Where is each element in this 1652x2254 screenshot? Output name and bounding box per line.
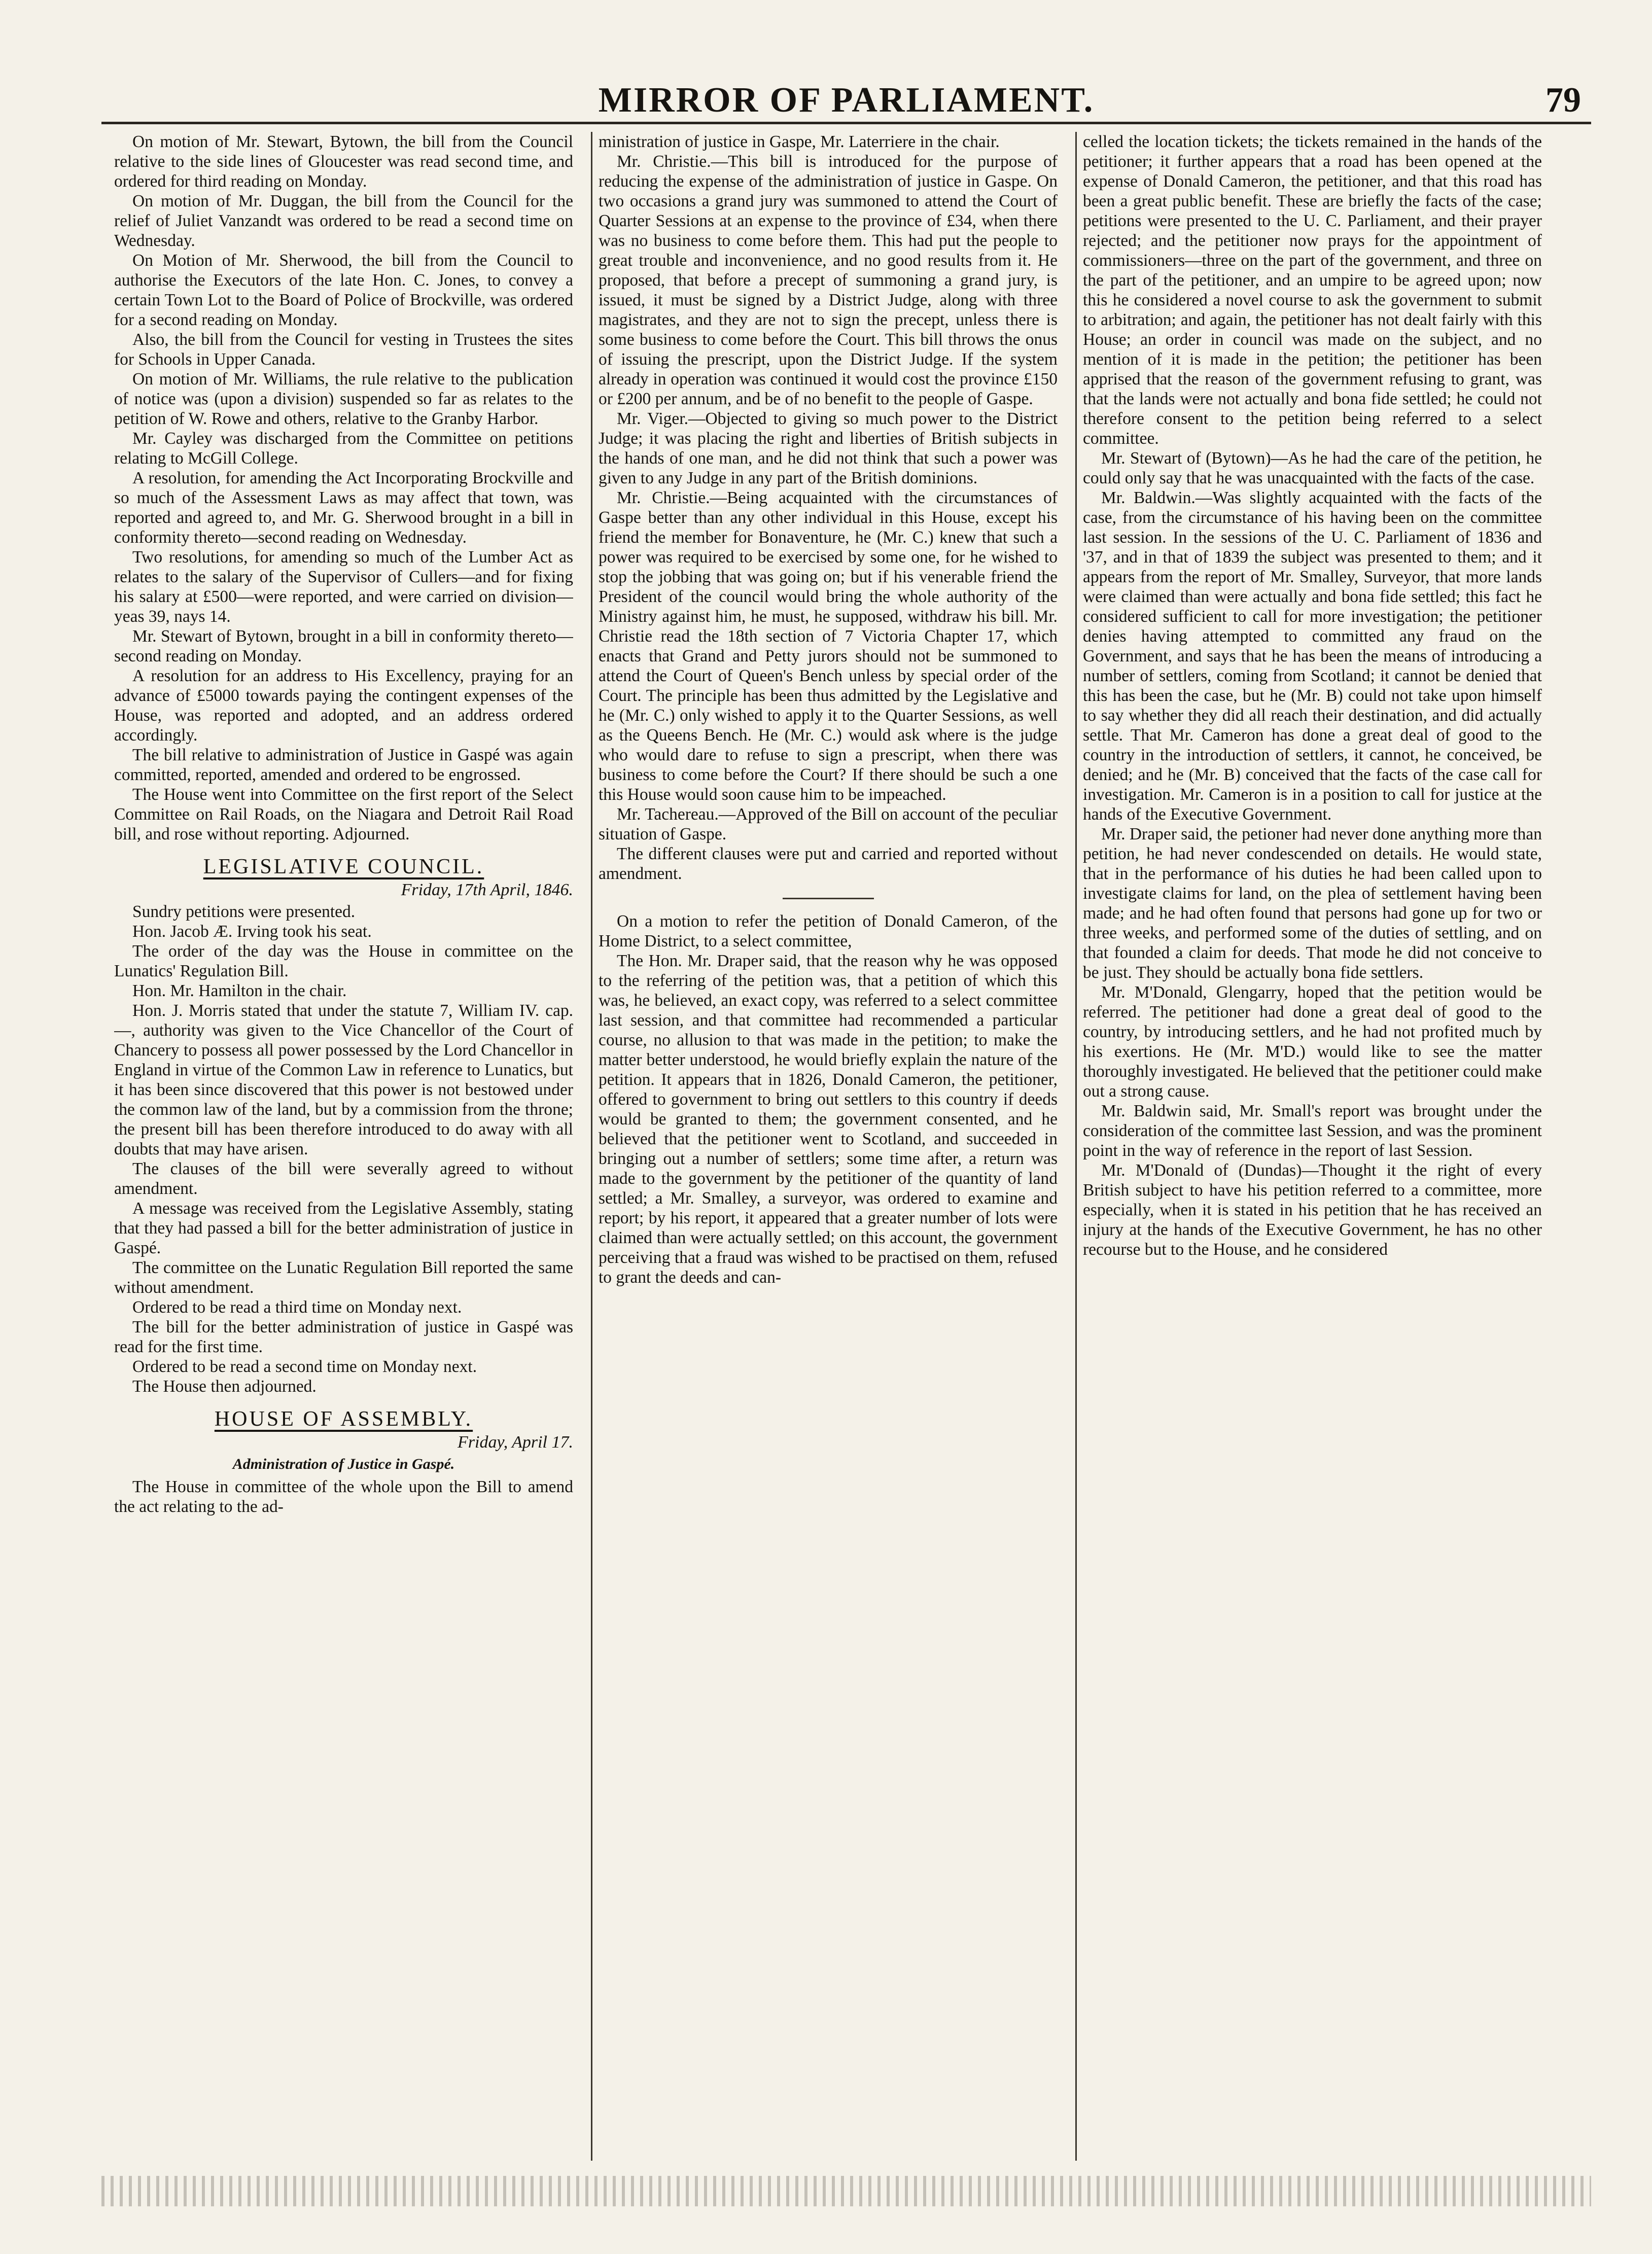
paragraph: The Hon. Mr. Draper said, that the reason why he was opposed to the referring of the petition was, that a petition of which this was, he believed, an exact copy, was referred to a select committee last session, and that committee had recommended a particular course, no allusion to that was made in the petition; to make the matter better understood, he would briefly explain the nature of the petition. It appears that in 1826, Donald Cameron, the petitioner, offered to government to bring out settlers to this country if deeds would be granted to them; the government consented, and he believed that the petitioner went to Scotland, and succeeded in bringing out a number of settlers; some time after, a return was made to the government by the petitioner of the quantity of land settled; a Mr. Smalley, a surveyor, was ordered to examine and report; by his report, it appeared that a greater number of lots were claimed than were actually settled; on this account, the government perceiving that a fraud was wished to be practised on them, refused to grant the deeds and can- (599, 952, 1058, 1287)
section-heading: LEGISLATIVE COUNCIL. (203, 855, 484, 878)
subheading: Administration of Justice in Gaspé. (232, 1456, 455, 1472)
section-heading: HOUSE OF ASSEMBLY. (214, 1407, 473, 1431)
paragraph: Mr. Tachereau.—Approved of the Bill on account of the peculiar situation of Gaspe. (599, 805, 1058, 843)
paragraph: The bill for the better administration of justice in Gaspé was read for the first time. (114, 1318, 573, 1356)
column-right (1075, 132, 1542, 2161)
paragraph: Mr. Viger.—Objected to giving so much power to the District Judge; it was placing the right and liberties of British subjects in the hands of one man, and he did not think that such a power was given to any Judge in any part of the British dominions. (599, 409, 1058, 487)
paragraph: Mr. Stewart of Bytown, brought in a bill in conformity thereto—second reading on Monday. (114, 627, 573, 665)
dateline: Friday, 17th April, 1846. (401, 881, 573, 899)
paragraph: Hon. J. Morris stated that under the statute 7, William IV. cap. —, authority was given to the Vice Chancellor of the Court of Chancery to possess all power possessed by the Lord Chancellor in England in virtue of the Common Law in reference to Lunatics, but it has been since discovered that this power is not bestowed under the common law of the land, but by a commission from the throne; the present bill has been therefore introduced to do away with all doubts that may have arisen. (114, 1001, 573, 1158)
paragraph: On Motion of Mr. Sherwood, the bill from the Council to authorise the Executors of the late Hon. C. Jones, to convey a certain Town Lot to the Board of Police of Brockville, was ordered for a second reading on Monday. (114, 251, 573, 329)
paragraph: Mr. Baldwin said, Mr. Small's report was brought under the consideration of the committee last Session, and was the prominent point in the way of reference in the report of last Session. (1083, 1102, 1542, 1160)
paragraph: The bill relative to administration of Justice in Gaspé was again committed, reported, amended and ordered to be engrossed. (114, 746, 573, 784)
paragraph: Mr. Cayley was discharged from the Committee on petitions relating to McGill College. (114, 429, 573, 468)
paragraph: Mr. M'Donald, Glengarry, hoped that the petition would be referred. The petitioner had done a great deal of good to the country, by introducing settlers, and he had not profited much by his exertions. He (Mr. M'D.) would like to see the matter thoroughly investigated. He believed that the petitioner could make out a strong cause. (1083, 983, 1542, 1101)
bleed-through-text (101, 2176, 1591, 2206)
column-middle (591, 132, 1058, 2161)
paragraph: The House in committee of the whole upon the Bill to amend the act relating to the ad- (114, 1477, 573, 1516)
paragraph: The different clauses were put and carried and reported without amendment. (599, 844, 1058, 883)
paragraph: Mr. Draper said, the petioner had never done anything more than petition, he had never condescended on details. He would state, that in the performance of his duties he had been called upon to investigate claims for land, on the plea of settlement having been made; and he had often found that persons had gone up for two or three weeks, and performed some of the duties of settling, and on that founded a claim for deeds. That mode he did not conceive to be just. They should be actually bona fide settlers. (1083, 825, 1542, 982)
paragraph: A resolution for an address to His Excellency, praying for an advance of £5000 towards paying the contingent expenses of the House, was reported and adopted, and an address ordered accordingly. (114, 666, 573, 745)
dateline: Friday, April 17. (458, 1433, 573, 1452)
paragraph: On a motion to refer the petition of Donald Cameron, of the Home District, to a select committee, (599, 912, 1058, 950)
column-left (114, 132, 573, 2161)
paragraph: A resolution, for amending the Act Incorporating Brockville and so much of the Assessment Laws as may affect that town, was reported and agreed to, and Mr. G. Sherwood brought in a bill in conformity thereto—second reading on Wednesday. (114, 469, 573, 547)
page-title: MIRROR OF PARLIAMENT. (598, 81, 1095, 120)
paragraph: The committee on the Lunatic Regulation Bill reported the same without amendment. (114, 1258, 573, 1297)
paragraph: Ordered to be read a third time on Monday next. (132, 1298, 462, 1317)
paragraph: Mr. M'Donald of (Dundas)—Thought it the right of every British subject to have his petition referred to a committee, more especially, when it is stated in his petition that he has received an injury at the hands of the Executive Government, he has no other recourse but to the House, and he considered (1083, 1161, 1542, 1259)
paragraph: Mr. Baldwin.—Was slightly acquainted with the facts of the case, from the circumstance of his having been on the committee last session. In the sessions of the U. C. Parliament of 1836 and '37, and in that of 1839 the subject was presented to them; and it appears from the report of Mr. Smalley, Surveyor, that more lands were claimed than were actually and bona fide settled; this fact he considered sufficient to call for more investigation; the petitioner denies having attempted to committed any fraud on the Government, and says that he has been the means of introducing a number of settlers, coming from Scotland; it cannot be denied that this has been the case, but he (Mr. B) could not take upon himself to say whether they did all reach their destination, and did actually settle. That Mr. Cameron has done a great deal of good to the country in the introduction of settlers, it cannot, he conceived, be denied; and he (Mr. B) conceived that the facts of the case call for investigation. Mr. Cameron is in a position to call for justice at the hands of the Executive Government. (1083, 488, 1542, 824)
paragraph: Sundry petitions were presented. (132, 902, 356, 921)
paragraph: celled the location tickets; the tickets remained in the hands of the petitioner; it further appears that a road has been opened at the expense of Donald Cameron, the petitioner, and that this road has been a great public benefit. These are briefly the facts of the case; petitions were presented to the U. C. Parliament, and their prayer rejected; and the petitioner now prays for the appointment of commissioners—three on the part of the government, and three on the part of the petitioner, and an umpire to be agreed upon; now this he considered a novel course to ask the government to submit to arbitration; and again, the petitioner has not dealt fairly with this House; an order in council was made on the subject, and no mention of it is made in the petition; the petitioner has been apprised that the reason of the government refusing to grant, was that the lands were not actually and bona fide settled; he could not therefore consent to the petition being referred to a select committee. (1083, 132, 1542, 448)
page-header (101, 76, 1591, 124)
paragraph: The House went into Committee on the first report of the Select Committee on Rail Roads, on the Niagara and Detroit Rail Road bill, and rose without reporting. Adjourned. (114, 785, 573, 843)
paragraph: Mr. Christie.—This bill is introduced for the purpose of reducing the expense of the administration of justice in Gaspe. On two occasions a grand jury was summoned to attend the Court of Quarter Sessions at an expense to the province of £34, when there was no business to come before them. This had put the people to great trouble and inconvenience, and no good results from it. He proposed, that before a precept of summoning a grand jury, is issued, it must be signed by a District Judge, along with three magistrates, and they are not to sign the precept, unless there is some business to come before the Court. This bill throws the onus of issuing the prescript, upon the District Judge. If the system already in operation was continued it would cost the province £150 or £200 per annum, and be of no benefit to the people of Gaspe. (599, 152, 1058, 408)
paragraph: On motion of Mr. Stewart, Bytown, the bill from the Council relative to the side lines of Gloucester was read second time, and ordered for third reading on Monday. (114, 132, 573, 191)
paragraph: On motion of Mr. Duggan, the bill from the Council for the relief of Juliet Vanzandt was ordered to be read a second time on Wednesday. (114, 192, 573, 250)
paragraph: Mr. Christie.—Being acquainted with the circumstances of Gaspe better than any other individual in this House, except his friend the member for Bonaventure, he (Mr. C.) knew that such a power was required to be exercised by some one, for he wished to stop the jobbing that was going on; but if his venerable friend the President of the council would bring the whole authority of the Ministry against him, he must, he supposed, withdraw his bill. Mr. Christie read the 18th section of 7 Victoria Chapter 17, which enacts that Grand and Petty jurors should not be summoned to attend the Court of Queen's Bench unless by special order of the Court. The principle has been thus admitted by the Legislative and he (Mr. C.) only wished to apply it to the Quarter Sessions, as well as the Queens Bench. He (Mr. C.) would ask where is the judge who would dare to refuse to sign a prescript, when there was business to come before the Court? If there should be such a one this House would soon cause him to be impeached. (599, 488, 1058, 804)
paragraph: The House then adjourned. (132, 1377, 317, 1396)
paragraph: Two resolutions, for amending so much of the Lumber Act as relates to the salary of the Supervisor of Cullers—and for fixing his salary at £500—were reported, and were carried on division—yeas 39, nays 14. (114, 548, 573, 626)
paragraph: ministration of justice in Gaspe, Mr. Laterriere in the chair. (599, 132, 1000, 151)
section-divider (783, 898, 874, 899)
paragraph: Hon. Jacob Æ. Irving took his seat. (132, 922, 372, 941)
paragraph: A message was received from the Legislative Assembly, stating that they had passed a bill for the better administration of justice in Gaspé. (114, 1199, 573, 1257)
text-columns (114, 132, 1542, 2161)
paragraph: Also, the bill from the Council for vesting in Trustees the sites for Schools in Upper Canada. (114, 330, 573, 369)
page-number: 79 (1545, 81, 1581, 120)
paragraph: The order of the day was the House in committee on the Lunatics' Regulation Bill. (114, 942, 573, 980)
paragraph: Ordered to be read a second time on Monday next. (132, 1357, 477, 1376)
paragraph: On motion of Mr. Williams, the rule relative to the publication of notice was (upon a division) suspended so far as relates to the petition of W. Rowe and others, relative to the Granby Harbor. (114, 370, 573, 428)
paragraph: The clauses of the bill were severally agreed to without amendment. (114, 1159, 573, 1198)
paragraph: Mr. Stewart of (Bytown)—As he had the care of the petition, he could only say that he was unacquainted with the facts of the case. (1083, 449, 1542, 487)
paragraph: Hon. Mr. Hamilton in the chair. (132, 981, 347, 1000)
